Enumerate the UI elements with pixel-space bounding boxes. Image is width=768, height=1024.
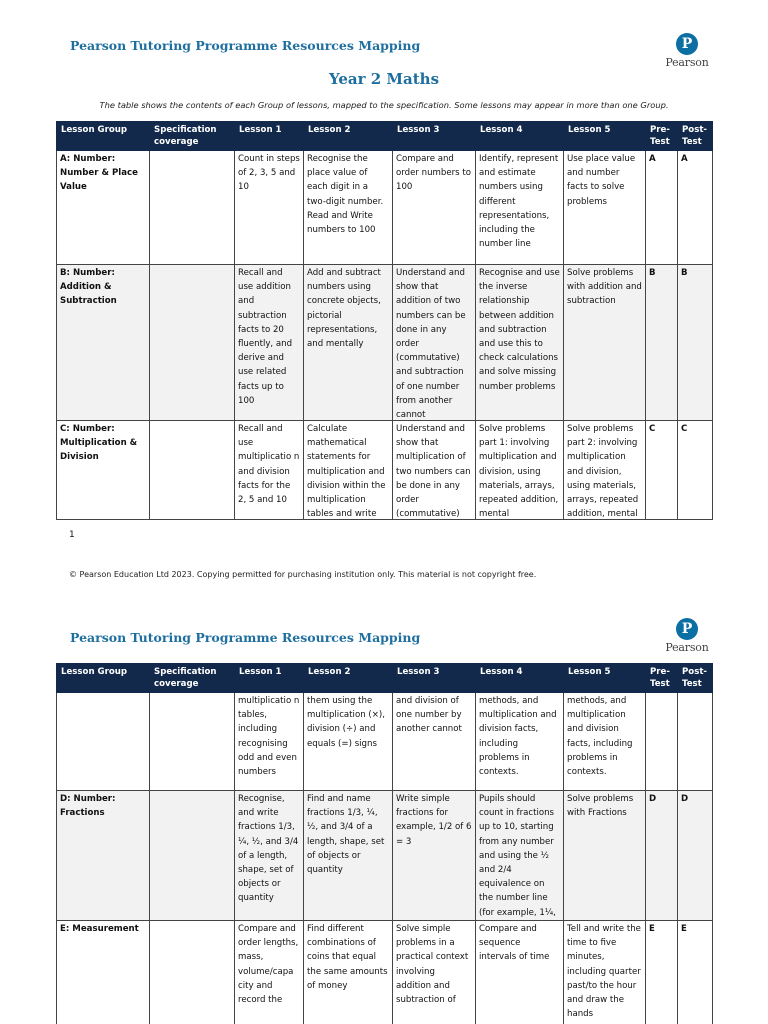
cell-lesson-group: C: Number: Multiplication & Division: [57, 421, 150, 520]
page-subtitle: Year 2 Maths: [328, 70, 440, 88]
cell-post-test: E: [678, 921, 713, 1024]
column-header-lesson-1: Lesson 1: [235, 122, 304, 151]
cell-lesson-3: Compare and order numbers to 100: [393, 151, 476, 265]
cell-lesson-5: Use place value and number facts to solve problems: [564, 151, 646, 265]
cell-lesson-4: Identify, represent and estimate numbers using different representations, including the number line: [476, 151, 564, 265]
cell-lesson-4: Pupils should count in fractions up to 10, starting from any number and using the ½ and 2/4 equivalence on the number line (for example, 1¼,: [476, 791, 564, 921]
cell-lesson-2: Find and name fractions 1/3, ¼, ½, and 3/4 of a length, shape, set of objects or quantity: [304, 791, 393, 921]
cell-specification-coverage: [150, 921, 235, 1024]
cell-lesson-2: Add and subtract numbers using concrete objects, pictorial representations, and mentally: [304, 265, 393, 421]
column-header-post-test: Post-Test: [678, 664, 713, 693]
cell-lesson-5: Solve problems with Fractions: [564, 791, 646, 921]
table-row: [57, 693, 713, 791]
column-header-specification-coverage: Specification coverage: [150, 664, 235, 693]
cell-lesson-2: Recognise the place value of each digit in a two-digit number. Read and Write numbers to 100: [304, 151, 393, 265]
cell-post-test: [678, 693, 713, 791]
cell-pre-test: C: [646, 421, 678, 520]
pearson-logo: [662, 618, 712, 654]
cell-lesson-group: D: Number: Fractions: [57, 791, 150, 921]
cell-lesson-3: and division of one number by another cannot: [393, 693, 476, 791]
column-header-lesson-group: Lesson Group: [57, 664, 150, 693]
table-row: [57, 151, 713, 265]
mapping-table-page-1: [56, 121, 713, 520]
cell-lesson-2: Find different combinations of coins that equal the same amounts of money: [304, 921, 393, 1024]
cell-lesson-3: Understand and show that multiplication of two numbers can be done in any order (commutative): [393, 421, 476, 520]
pearson-logo-text: Pearson: [665, 56, 709, 69]
column-header-pre-test: Pre-Test: [646, 122, 678, 151]
column-header-lesson-group: Lesson Group: [57, 122, 150, 151]
cell-lesson-4: Compare and sequence intervals of time: [476, 921, 564, 1024]
cell-lesson-5: Solve problems part 2: involving multiplication and division, using materials, arrays, repeated addition, mental: [564, 421, 646, 520]
column-header-post-test: Post-Test: [678, 122, 713, 151]
column-header-specification-coverage: Specification coverage: [150, 122, 235, 151]
cell-pre-test: B: [646, 265, 678, 421]
mapping-table-page-2: [56, 663, 713, 1024]
cell-lesson-1: Recall and use addition and subtraction facts to 20 fluently, and derive and use related facts up to 100: [235, 265, 304, 421]
column-header-lesson-3: Lesson 3: [393, 664, 476, 693]
cell-lesson-5: methods, and multiplication and division facts, including problems in contexts.: [564, 693, 646, 791]
cell-lesson-1: Compare and order lengths, mass, volume/capa city and record the: [235, 921, 304, 1024]
cell-post-test: B: [678, 265, 713, 421]
table-row: [57, 421, 713, 520]
column-header-lesson-5: Lesson 5: [564, 664, 646, 693]
cell-pre-test: A: [646, 151, 678, 265]
pearson-logo: [662, 33, 712, 69]
table-header-row: [57, 122, 713, 151]
cell-specification-coverage: [150, 265, 235, 421]
page-2-header: [0, 617, 768, 667]
column-header-lesson-2: Lesson 2: [304, 122, 393, 151]
cell-lesson-4: Solve problems part 1: involving multiplication and division, using materials, arrays, repeated addition, mental: [476, 421, 564, 520]
document-title: Pearson Tutoring Programme Resources Mapping: [70, 630, 421, 645]
intro-text: The table shows the contents of each Group of lessons, mapped to the specification. Some lessons may appear in more than one Group.: [99, 100, 669, 110]
table-row: [57, 265, 713, 421]
cell-lesson-2: them using the multiplication (×), division (÷) and equals (=) signs: [304, 693, 393, 791]
copyright-notice: © Pearson Education Ltd 2023. Copying permitted for purchasing institution only. This material is not copyright free.: [69, 570, 537, 579]
cell-lesson-4: Recognise and use the inverse relationship between addition and subtraction and use this to check calculations and solve missing number problems: [476, 265, 564, 421]
column-header-lesson-4: Lesson 4: [476, 122, 564, 151]
column-header-lesson-5: Lesson 5: [564, 122, 646, 151]
cell-pre-test: E: [646, 921, 678, 1024]
page-number: 1: [69, 530, 75, 540]
column-header-lesson-4: Lesson 4: [476, 664, 564, 693]
cell-specification-coverage: [150, 421, 235, 520]
cell-lesson-1: Recognise, and write fractions 1/3, ¼, ½, and 3/4 of a length, shape, set of objects or quantity: [235, 791, 304, 921]
cell-lesson-1: Recall and use multiplicatio n and division facts for the 2, 5 and 10: [235, 421, 304, 520]
cell-lesson-4: methods, and multiplication and division facts, including problems in contexts.: [476, 693, 564, 791]
cell-lesson-2: Calculate mathematical statements for multiplication and division within the multiplication tables and write: [304, 421, 393, 520]
cell-lesson-group: A: Number: Number & Place Value: [57, 151, 150, 265]
cell-lesson-1: Count in steps of 2, 3, 5 and 10: [235, 151, 304, 265]
cell-lesson-group: [57, 693, 150, 791]
column-header-lesson-3: Lesson 3: [393, 122, 476, 151]
cell-lesson-group: B: Number: Addition & Subtraction: [57, 265, 150, 421]
cell-pre-test: D: [646, 791, 678, 921]
pearson-logo-icon: P: [676, 33, 698, 55]
cell-specification-coverage: [150, 151, 235, 265]
document-title: Pearson Tutoring Programme Resources Mapping: [70, 38, 421, 53]
pearson-logo-text: Pearson: [665, 641, 709, 654]
cell-lesson-3: Understand and show that addition of two numbers can be done in any order (commutative) and subtraction of one number from another cannot: [393, 265, 476, 421]
cell-post-test: D: [678, 791, 713, 921]
column-header-lesson-1: Lesson 1: [235, 664, 304, 693]
cell-pre-test: [646, 693, 678, 791]
cell-specification-coverage: [150, 693, 235, 791]
cell-lesson-3: Write simple fractions for example, 1/2 of 6 = 3: [393, 791, 476, 921]
table-header-row: [57, 664, 713, 693]
table-row: [57, 921, 713, 1024]
pearson-logo-icon: P: [676, 618, 698, 640]
cell-specification-coverage: [150, 791, 235, 921]
cell-lesson-5: Tell and write the time to five minutes, including quarter past/to the hour and draw the hands: [564, 921, 646, 1024]
column-header-pre-test: Pre-Test: [646, 664, 678, 693]
cell-post-test: C: [678, 421, 713, 520]
cell-lesson-1: multiplicatio n tables, including recognising odd and even numbers: [235, 693, 304, 791]
cell-post-test: A: [678, 151, 713, 265]
cell-lesson-group: E: Measurement: [57, 921, 150, 1024]
column-header-lesson-2: Lesson 2: [304, 664, 393, 693]
table-row: [57, 791, 713, 921]
cell-lesson-3: Solve simple problems in a practical context involving addition and subtraction of: [393, 921, 476, 1024]
cell-lesson-5: Solve problems with addition and subtraction: [564, 265, 646, 421]
